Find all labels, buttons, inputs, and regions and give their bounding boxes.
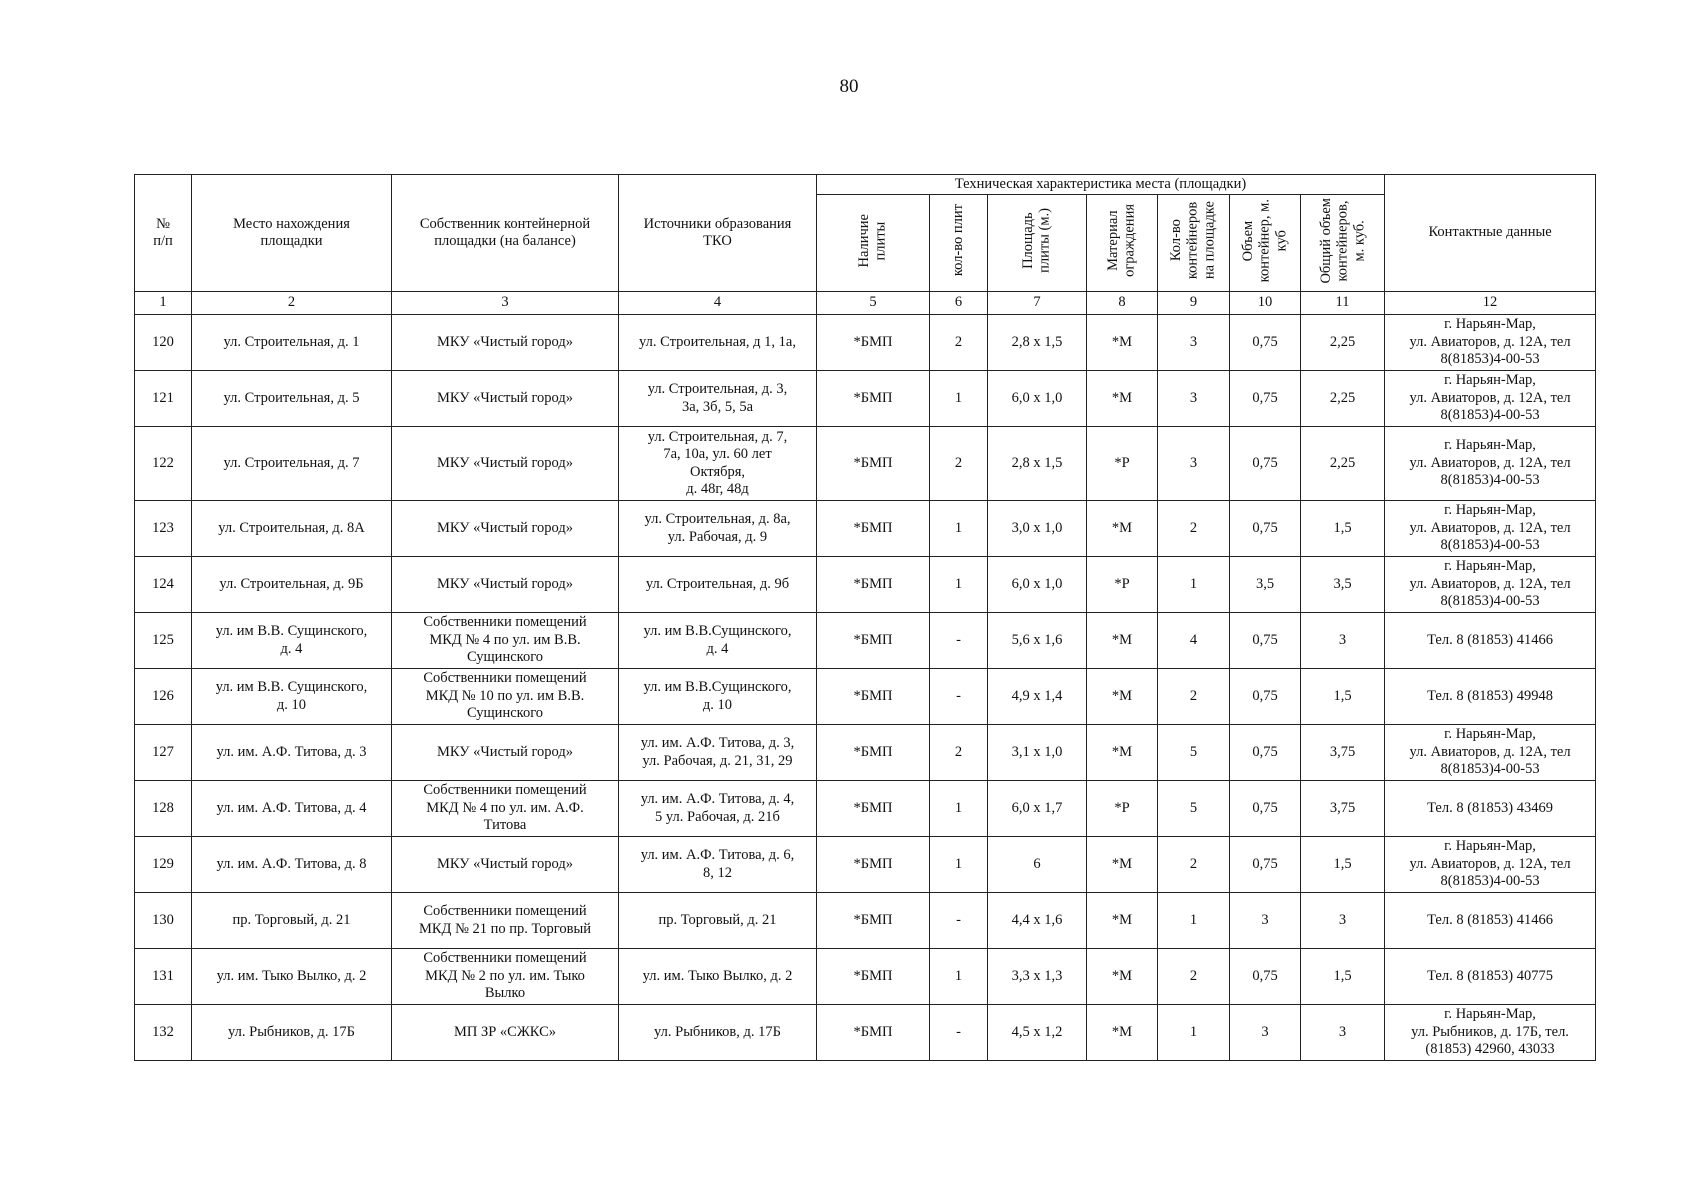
cell-contacts: Тел. 8 (81853) 41466	[1385, 893, 1596, 949]
cell-location: ул. Строительная, д. 9Б	[192, 557, 392, 613]
table-row	[135, 837, 1596, 893]
cell-slab-area: 6,0 х 1,7	[988, 781, 1087, 837]
cell-location: ул. Строительная, д. 1	[192, 315, 392, 371]
cell-container-volume: 3	[1230, 1005, 1301, 1061]
cell-container-volume: 3	[1230, 893, 1301, 949]
cell-slab-area: 3,0 х 1,0	[988, 501, 1087, 557]
cell-slab-area: 6,0 х 1,0	[988, 557, 1087, 613]
cell-fence-material: *М	[1087, 725, 1158, 781]
header-total-volume: Общий объем контейнеров, м. куб.	[1301, 195, 1385, 292]
header-contacts: Контактные данные	[1385, 175, 1596, 292]
header-tech-group: Техническая характеристика места (площадки)	[817, 175, 1385, 195]
cell-container-count: 2	[1158, 949, 1230, 1005]
cell-sources: ул. им. А.Ф. Титова, д. 4, 5 ул. Рабочая, д. 21б	[619, 781, 817, 837]
cell-num: 126	[135, 669, 192, 725]
column-number: 8	[1087, 292, 1158, 315]
table-row	[135, 371, 1596, 427]
cell-slab-count: -	[930, 893, 988, 949]
cell-slab-presence: *БМП	[817, 949, 930, 1005]
cell-contacts: г. Нарьян-Мар, ул. Авиаторов, д. 12А, тел 8(81853)4-00-53	[1385, 501, 1596, 557]
cell-sources: ул. Строительная, д. 9б	[619, 557, 817, 613]
cell-location: ул. им. А.Ф. Титова, д. 8	[192, 837, 392, 893]
table-row	[135, 725, 1596, 781]
cell-owner: МКУ «Чистый город»	[392, 315, 619, 371]
cell-contacts: г. Нарьян-Мар, ул. Рыбников, д. 17Б, тел. (81853) 42960, 43033	[1385, 1005, 1596, 1061]
cell-total-volume: 1,5	[1301, 837, 1385, 893]
page-number: 80	[839, 76, 859, 97]
cell-contacts: Тел. 8 (81853) 49948	[1385, 669, 1596, 725]
cell-num: 123	[135, 501, 192, 557]
table-row	[135, 613, 1596, 669]
cell-total-volume: 3,5	[1301, 557, 1385, 613]
cell-num: 120	[135, 315, 192, 371]
cell-total-volume: 3	[1301, 613, 1385, 669]
cell-contacts: г. Нарьян-Мар, ул. Авиаторов, д. 12А, тел 8(81853)4-00-53	[1385, 427, 1596, 501]
cell-container-volume: 0,75	[1230, 725, 1301, 781]
cell-sources: ул. им В.В.Сущинского, д. 10	[619, 669, 817, 725]
cell-contacts: Тел. 8 (81853) 40775	[1385, 949, 1596, 1005]
cell-container-count: 3	[1158, 427, 1230, 501]
cell-container-volume: 0,75	[1230, 371, 1301, 427]
column-number: 5	[817, 292, 930, 315]
cell-owner: МКУ «Чистый город»	[392, 725, 619, 781]
cell-slab-area: 3,1 х 1,0	[988, 725, 1087, 781]
cell-slab-count: 1	[930, 781, 988, 837]
cell-total-volume: 3,75	[1301, 781, 1385, 837]
cell-num: 125	[135, 613, 192, 669]
cell-container-count: 1	[1158, 557, 1230, 613]
cell-slab-count: 1	[930, 557, 988, 613]
cell-owner: МКУ «Чистый город»	[392, 557, 619, 613]
cell-container-count: 2	[1158, 501, 1230, 557]
cell-slab-area: 3,3 х 1,3	[988, 949, 1087, 1005]
cell-container-count: 4	[1158, 613, 1230, 669]
cell-container-volume: 0,75	[1230, 501, 1301, 557]
cell-fence-material: *М	[1087, 837, 1158, 893]
cell-total-volume: 1,5	[1301, 501, 1385, 557]
column-number: 6	[930, 292, 988, 315]
cell-fence-material: *М	[1087, 315, 1158, 371]
cell-owner: МП ЗР «СЖКС»	[392, 1005, 619, 1061]
cell-contacts: Тел. 8 (81853) 43469	[1385, 781, 1596, 837]
cell-sources: пр. Торговый, д. 21	[619, 893, 817, 949]
cell-slab-presence: *БМП	[817, 427, 930, 501]
container-sites-table	[134, 174, 1596, 1061]
cell-owner: Собственники помещений МКД № 4 по ул. им. А.Ф. Титова	[392, 781, 619, 837]
cell-slab-presence: *БМП	[817, 371, 930, 427]
cell-location: ул. им. А.Ф. Титова, д. 3	[192, 725, 392, 781]
cell-total-volume: 3	[1301, 1005, 1385, 1061]
header-fence-material: Материал ограждения	[1087, 195, 1158, 292]
cell-contacts: г. Нарьян-Мар, ул. Авиаторов, д. 12А, тел 8(81853)4-00-53	[1385, 837, 1596, 893]
cell-contacts: г. Нарьян-Мар, ул. Авиаторов, д. 12А, тел 8(81853)4-00-53	[1385, 315, 1596, 371]
header-owner: Собственник контейнерной площадки (на балансе)	[392, 175, 619, 292]
cell-fence-material: *М	[1087, 1005, 1158, 1061]
cell-contacts: Тел. 8 (81853) 41466	[1385, 613, 1596, 669]
column-number: 3	[392, 292, 619, 315]
cell-location: ул. им В.В. Сущинского, д. 4	[192, 613, 392, 669]
cell-location: ул. им. А.Ф. Титова, д. 4	[192, 781, 392, 837]
cell-total-volume: 3	[1301, 893, 1385, 949]
cell-num: 128	[135, 781, 192, 837]
cell-location: ул. им. Тыко Вылко, д. 2	[192, 949, 392, 1005]
table-row	[135, 781, 1596, 837]
cell-num: 124	[135, 557, 192, 613]
cell-total-volume: 1,5	[1301, 669, 1385, 725]
cell-total-volume: 2,25	[1301, 315, 1385, 371]
cell-slab-presence: *БМП	[817, 669, 930, 725]
cell-container-volume: 0,75	[1230, 427, 1301, 501]
cell-contacts: г. Нарьян-Мар, ул. Авиаторов, д. 12А, тел 8(81853)4-00-53	[1385, 725, 1596, 781]
cell-slab-presence: *БМП	[817, 613, 930, 669]
cell-owner: Собственники помещений МКД № 4 по ул. им В.В. Сущинского	[392, 613, 619, 669]
cell-location: ул. Рыбников, д. 17Б	[192, 1005, 392, 1061]
cell-owner: МКУ «Чистый город»	[392, 501, 619, 557]
cell-owner: МКУ «Чистый город»	[392, 427, 619, 501]
cell-slab-count: -	[930, 613, 988, 669]
cell-slab-presence: *БМП	[817, 315, 930, 371]
cell-fence-material: *Р	[1087, 557, 1158, 613]
cell-owner: МКУ «Чистый город»	[392, 371, 619, 427]
cell-owner: Собственники помещений МКД № 21 по пр. Торговый	[392, 893, 619, 949]
cell-location: ул. Строительная, д. 8А	[192, 501, 392, 557]
column-number: 11	[1301, 292, 1385, 315]
cell-slab-count: 2	[930, 427, 988, 501]
column-number-row	[135, 292, 1596, 315]
cell-container-count: 2	[1158, 837, 1230, 893]
cell-slab-area: 2,8 х 1,5	[988, 427, 1087, 501]
cell-num: 127	[135, 725, 192, 781]
table-body	[135, 315, 1596, 1061]
header-slab-area: Площадь плиты (м.)	[988, 195, 1087, 292]
cell-container-volume: 0,75	[1230, 315, 1301, 371]
cell-fence-material: *М	[1087, 613, 1158, 669]
cell-slab-area: 4,5 х 1,2	[988, 1005, 1087, 1061]
column-number: 10	[1230, 292, 1301, 315]
cell-slab-count: 2	[930, 315, 988, 371]
cell-slab-area: 6,0 х 1,0	[988, 371, 1087, 427]
cell-location: пр. Торговый, д. 21	[192, 893, 392, 949]
cell-container-count: 2	[1158, 669, 1230, 725]
cell-sources: ул. им. А.Ф. Титова, д. 6, 8, 12	[619, 837, 817, 893]
cell-sources: ул. Рыбников, д. 17Б	[619, 1005, 817, 1061]
cell-fence-material: *М	[1087, 501, 1158, 557]
cell-total-volume: 3,75	[1301, 725, 1385, 781]
header-sources: Источники образования ТКО	[619, 175, 817, 292]
cell-location: ул. Строительная, д. 5	[192, 371, 392, 427]
column-number: 2	[192, 292, 392, 315]
cell-sources: ул. Строительная, д. 7, 7а, 10а, ул. 60 лет Октября, д. 48г, 48д	[619, 427, 817, 501]
table-row	[135, 1005, 1596, 1061]
cell-container-volume: 0,75	[1230, 949, 1301, 1005]
cell-total-volume: 2,25	[1301, 371, 1385, 427]
cell-sources: ул. им. Тыко Вылко, д. 2	[619, 949, 817, 1005]
cell-slab-area: 2,8 х 1,5	[988, 315, 1087, 371]
cell-num: 130	[135, 893, 192, 949]
cell-location: ул. им В.В. Сущинского, д. 10	[192, 669, 392, 725]
cell-fence-material: *М	[1087, 893, 1158, 949]
table-row	[135, 501, 1596, 557]
table-row	[135, 669, 1596, 725]
cell-slab-area: 4,4 х 1,6	[988, 893, 1087, 949]
cell-container-volume: 0,75	[1230, 669, 1301, 725]
cell-container-count: 1	[1158, 1005, 1230, 1061]
cell-num: 129	[135, 837, 192, 893]
cell-slab-presence: *БМП	[817, 1005, 930, 1061]
cell-owner: МКУ «Чистый город»	[392, 837, 619, 893]
cell-slab-presence: *БМП	[817, 725, 930, 781]
cell-sources: ул. им В.В.Сущинского, д. 4	[619, 613, 817, 669]
cell-sources: ул. им. А.Ф. Титова, д. 3, ул. Рабочая, д. 21, 31, 29	[619, 725, 817, 781]
cell-owner: Собственники помещений МКД № 10 по ул. им В.В. Сущинского	[392, 669, 619, 725]
cell-container-count: 3	[1158, 371, 1230, 427]
cell-slab-count: -	[930, 669, 988, 725]
cell-container-volume: 0,75	[1230, 837, 1301, 893]
cell-contacts: г. Нарьян-Мар, ул. Авиаторов, д. 12А, тел 8(81853)4-00-53	[1385, 371, 1596, 427]
column-number: 12	[1385, 292, 1596, 315]
cell-slab-area: 4,9 х 1,4	[988, 669, 1087, 725]
table-row	[135, 315, 1596, 371]
cell-slab-area: 6	[988, 837, 1087, 893]
cell-slab-count: 1	[930, 949, 988, 1005]
header-num: № п/п	[135, 175, 192, 292]
cell-location: ул. Строительная, д. 7	[192, 427, 392, 501]
table-row	[135, 893, 1596, 949]
table-row	[135, 949, 1596, 1005]
cell-container-volume: 0,75	[1230, 613, 1301, 669]
cell-container-count: 3	[1158, 315, 1230, 371]
cell-slab-presence: *БМП	[817, 557, 930, 613]
header-slab-presence: Наличие плиты	[817, 195, 930, 292]
cell-sources: ул. Строительная, д 1, 1а,	[619, 315, 817, 371]
cell-slab-presence: *БМП	[817, 501, 930, 557]
column-number: 1	[135, 292, 192, 315]
table-row	[135, 557, 1596, 613]
cell-container-volume: 0,75	[1230, 781, 1301, 837]
cell-slab-presence: *БМП	[817, 837, 930, 893]
cell-contacts: г. Нарьян-Мар, ул. Авиаторов, д. 12А, тел 8(81853)4-00-53	[1385, 557, 1596, 613]
cell-fence-material: *М	[1087, 669, 1158, 725]
cell-total-volume: 1,5	[1301, 949, 1385, 1005]
cell-num: 121	[135, 371, 192, 427]
cell-container-count: 1	[1158, 893, 1230, 949]
cell-container-count: 5	[1158, 725, 1230, 781]
cell-slab-area: 5,6 х 1,6	[988, 613, 1087, 669]
cell-total-volume: 2,25	[1301, 427, 1385, 501]
cell-num: 122	[135, 427, 192, 501]
cell-slab-presence: *БМП	[817, 893, 930, 949]
cell-slab-count: 2	[930, 725, 988, 781]
cell-fence-material: *М	[1087, 371, 1158, 427]
cell-slab-presence: *БМП	[817, 781, 930, 837]
cell-container-volume: 3,5	[1230, 557, 1301, 613]
cell-fence-material: *М	[1087, 949, 1158, 1005]
cell-container-count: 5	[1158, 781, 1230, 837]
cell-slab-count: 1	[930, 371, 988, 427]
cell-fence-material: *Р	[1087, 781, 1158, 837]
cell-owner: Собственники помещений МКД № 2 по ул. им. Тыко Вылко	[392, 949, 619, 1005]
column-number: 9	[1158, 292, 1230, 315]
table-row	[135, 427, 1596, 501]
header-container-volume: Объем контейнер, м. куб	[1230, 195, 1301, 292]
cell-slab-count: 1	[930, 837, 988, 893]
header-location: Место нахождения площадки	[192, 175, 392, 292]
cell-sources: ул. Строительная, д. 3, 3а, 3б, 5, 5а	[619, 371, 817, 427]
header-container-count: Кол-во контейнеров на площадке	[1158, 195, 1230, 292]
cell-sources: ул. Строительная, д. 8а, ул. Рабочая, д. 9	[619, 501, 817, 557]
cell-num: 131	[135, 949, 192, 1005]
column-number: 7	[988, 292, 1087, 315]
header-slab-count: кол-во плит	[930, 195, 988, 292]
column-number: 4	[619, 292, 817, 315]
cell-num: 132	[135, 1005, 192, 1061]
cell-slab-count: -	[930, 1005, 988, 1061]
table-header	[135, 175, 1596, 315]
cell-fence-material: *Р	[1087, 427, 1158, 501]
cell-slab-count: 1	[930, 501, 988, 557]
